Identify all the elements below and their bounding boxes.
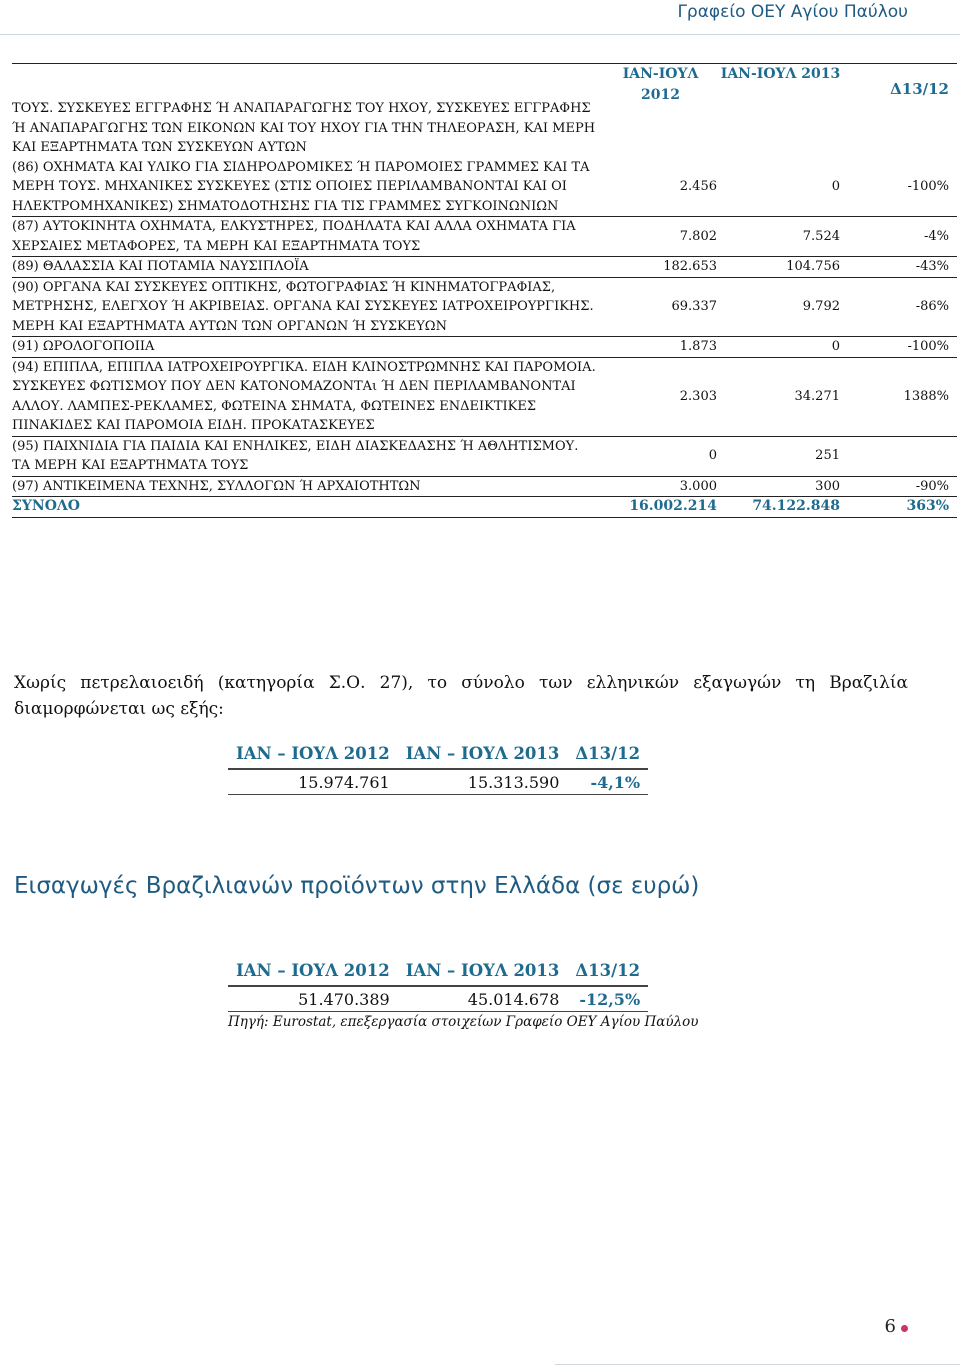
exports-by-category-table <box>12 63 957 518</box>
value-2013: 251 <box>719 436 842 476</box>
value-2012: 2.456 <box>602 158 719 217</box>
value-delta: -90% <box>842 476 957 497</box>
table-row <box>12 158 957 217</box>
value-2012: 0 <box>602 436 719 476</box>
table-row <box>12 337 957 358</box>
source-note: Πηγή: Eurostat, επεξεργασία στοιχείων Γραφείο ΟΕΥ Αγίου Παύλου <box>228 1014 699 1030</box>
section-title: Εισαγωγές Βραζιλιανών προϊόντων στην Ελλάδα (σε ευρώ) <box>14 873 700 899</box>
category-rows <box>12 158 957 497</box>
value-2013: 104.756 <box>719 257 842 278</box>
value-2012: 2.303 <box>602 357 719 436</box>
value-delta: -4,1% <box>567 769 648 795</box>
total-delta: 363% <box>842 497 957 518</box>
imports-summary-table <box>228 955 648 1012</box>
value-2013: 7.524 <box>719 217 842 257</box>
header-2013: ΙΑΝ – ΙΟΥΛ 2013 <box>398 955 568 986</box>
total-2012: 16.002.214 <box>602 497 719 518</box>
value-2012: 182.653 <box>602 257 719 278</box>
value-2012: 7.802 <box>602 217 719 257</box>
total-section <box>12 497 957 518</box>
table-row <box>228 769 648 795</box>
table-row <box>228 738 648 769</box>
category-description: (94) ΕΠΙΠΛΑ, ΕΠΙΠΛΑ ΙΑΤΡΟΧΕΙΡΟΥΡΓΙΚΑ. ΕΙΔΗ ΚΛΙΝΟΣΤΡΩΜΝΗΣ ΚΑΙ ΠΑΡΟΜΟΙΑ. ΣΥΣΚΕΥΕΣ ΦΩΤΙΣΜΟΥ ΠΟΥ ΔΕΝ ΚΑΤΟΝΟΜΑΖΟΝΤΑι Ή ΔΕΝ ΠΕΡΙΛΑΜΒΑΝΟΝΤΑΙ ΑΛΛΟΥ. ΛΑΜΠΕΣ-ΡΕΚΛΑΜΕΣ, ΦΩΤΕΙΝΑ ΣΗΜΑΤΑ, ΦΩΤΕΙΝΕΣ ΕΝΔΕΙΚΤΙΚΕΣ ΠΙΝΑΚΙΔΕΣ ΚΑΙ ΠΑΡΟΜΟΙΑ ΕΙΔΗ. ΠΡΟΚΑΤΑΣΚΕΥΕΣ <box>12 357 602 436</box>
value-2013: 0 <box>719 158 842 217</box>
table-row <box>12 257 957 278</box>
value-2013: 15.313.590 <box>398 769 568 795</box>
table-row <box>12 64 957 158</box>
footer-divider <box>555 1364 960 1365</box>
header-delta: Δ13/12 <box>567 955 648 986</box>
total-2013: 74.122.848 <box>719 497 842 518</box>
table-row <box>228 986 648 1012</box>
header-2013: ΙΑΝ – ΙΟΥΛ 2013 <box>398 738 568 769</box>
value-2013: 34.271 <box>719 357 842 436</box>
value-2013: 0 <box>719 337 842 358</box>
exports-summary-table <box>228 738 648 795</box>
table-row <box>12 277 957 337</box>
value-2012: 15.974.761 <box>228 769 398 795</box>
table-row <box>12 436 957 476</box>
bullet-dot-icon <box>901 1325 908 1332</box>
category-description: (87) ΑΥΤΟΚΙΝΗΤΑ ΟΧΗΜΑΤΑ, ΕΛΚΥΣΤΗΡΕΣ, ΠΟΔΗΛΑΤΑ ΚΑΙ ΑΛΛΑ ΟΧΗΜΑΤΑ ΓΙΑ ΧΕΡΣΑΙΕΣ ΜΕΤΑΦΟΡΕΣ, ΤΑ ΜΕΡΗ ΚΑΙ ΕΞΑΡΤΗΜΑΤΑ ΤΟΥΣ <box>12 217 602 257</box>
value-2013: 45.014.678 <box>398 986 568 1012</box>
table-body <box>12 64 957 158</box>
column-header-2013: ΙΑΝ-ΙΟΥΛ 2013 <box>719 64 842 158</box>
category-description: (86) ΟΧΗΜΑΤΑ ΚΑΙ ΥΛΙΚΟ ΓΙΑ ΣΙΔΗΡΟΔΡΟΜΙΚΕΣ Ή ΠΑΡΟΜΟΙΕΣ ΓΡΑΜΜΕΣ ΚΑΙ ΤΑ ΜΕΡΗ ΤΟΥΣ. ΜΗΧΑΝΙΚΕΣ ΣΥΣΚΕΥΕΣ (ΣΤΙΣ ΟΠΟΙΕΣ ΠΕΡΙΛΑΜΒΑΝΟΝΤΑΙ ΚΑΙ ΟΙ ΗΛΕΚΤΡΟΜΗΧΑΝΙΚΕΣ) ΣΗΜΑΤΟΔΟΤΗΣΗΣ ΓΙΑ ΤΙΣ ΓΡΑΜΜΕΣ ΣΥΓΚΟΙΝΩΝΙΩΝ <box>12 158 602 217</box>
category-description: (97) ΑΝΤΙΚΕΙΜΕΝΑ ΤΕΧΝΗΣ, ΣΥΛΛΟΓΩΝ Ή ΑΡΧΑΙΟΤΗΤΩΝ <box>12 476 602 497</box>
category-description: (95) ΠΑΙΧΝΙΔΙΑ ΓΙΑ ΠΑΙΔΙΑ ΚΑΙ ΕΝΗΛΙΚΕΣ, ΕΙΔΗ ΔΙΑΣΚΕΔΑΣΗΣ Ή ΑΘΛΗΤΙΣΜΟΥ. ΤΑ ΜΕΡΗ ΚΑΙ ΕΞΑΡΤΗΜΑΤΑ ΤΟΥΣ <box>12 436 602 476</box>
total-label: ΣΥΝΟΛΟ <box>12 497 602 518</box>
table-row <box>12 476 957 497</box>
header-2012: ΙΑΝ – ΙΟΥΛ 2012 <box>228 955 398 986</box>
value-2013: 300 <box>719 476 842 497</box>
value-delta: -43% <box>842 257 957 278</box>
column-header-delta: Δ13/12 <box>842 64 957 158</box>
header-2012: ΙΑΝ – ΙΟΥΛ 2012 <box>228 738 398 769</box>
header-divider <box>0 34 960 35</box>
column-header-2012: ΙΑΝ-ΙΟΥΛ 2012 <box>602 64 719 158</box>
category-description: (91) ΩΡΟΛΟΓΟΠΟΙΙΑ <box>12 337 602 358</box>
document-header-title: Γραφείο ΟΕΥ Αγίου Παύλου <box>677 2 908 22</box>
value-delta: -86% <box>842 277 957 337</box>
value-delta: -100% <box>842 337 957 358</box>
header-delta: Δ13/12 <box>567 738 648 769</box>
value-delta <box>842 436 957 476</box>
table-row <box>228 955 648 986</box>
page-number: 6 <box>884 1316 896 1337</box>
value-2012: 3.000 <box>602 476 719 497</box>
value-2012: 1.873 <box>602 337 719 358</box>
value-2012: 51.470.389 <box>228 986 398 1012</box>
value-delta: 1388% <box>842 357 957 436</box>
category-description: (90) ΟΡΓΑΝΑ ΚΑΙ ΣΥΣΚΕΥΕΣ ΟΠΤΙΚΗΣ, ΦΩΤΟΓΡΑΦΙΑΣ Ή ΚΙΝΗΜΑΤΟΓΡΑΦΙΑΣ, ΜΕΤΡΗΣΗΣ, ΕΛΕΓΧΟΥ Ή ΑΚΡΙΒΕΙΑΣ. ΟΡΓΑΝΑ ΚΑΙ ΣΥΣΚΕΥΕΣ ΙΑΤΡΟΧΕΙΡΟΥΡΓΙΚΗΣ. ΜΕΡΗ ΚΑΙ ΕΞΑΡΤΗΜΑΤΑ ΑΥΤΩΝ ΤΩΝ ΟΡΓΑΝΩΝ Ή ΣΥΣΚΕΥΩΝ <box>12 277 602 337</box>
continuation-text: ΤΟΥΣ. ΣΥΣΚΕΥΕΣ ΕΓΓΡΑΦΗΣ Ή ΑΝΑΠΑΡΑΓΩΓΗΣ ΤΟΥ ΗΧΟΥ, ΣΥΣΚΕΥΕΣ ΕΓΓΡΑΦΗΣ Ή ΑΝΑΠΑΡΑΓΩΓΗΣ ΤΩΝ ΕΙΚΟΝΩΝ ΚΑΙ ΤΟΥ ΗΧΟΥ ΓΙΑ ΤΗΝ ΤΗΛΕΟΡΑΣΗ, ΚΑΙ ΜΕΡΗ ΚΑΙ ΕΞΑΡΤΗΜΑΤΑ ΤΩΝ ΣΥΣΚΕΥΩΝ ΑΥΤΩΝ <box>12 64 602 158</box>
value-delta: -12,5% <box>567 986 648 1012</box>
total-row <box>12 497 957 518</box>
table-row <box>12 357 957 436</box>
value-2013: 9.792 <box>719 277 842 337</box>
value-delta: -4% <box>842 217 957 257</box>
category-description: (89) ΘΑΛΑΣΣΙΑ ΚΑΙ ΠΟΤΑΜΙΑ ΝΑΥΣΙΠΛΟΪΑ <box>12 257 602 278</box>
table-row <box>12 217 957 257</box>
value-2012: 69.337 <box>602 277 719 337</box>
value-delta: -100% <box>842 158 957 217</box>
summary-paragraph: Χωρίς πετρελαιοειδή (κατηγορία Σ.Ο. 27), το σύνολο των ελληνικών εξαγωγών τη Βραζιλία διαμορφώνεται ως εξής: <box>14 673 908 719</box>
